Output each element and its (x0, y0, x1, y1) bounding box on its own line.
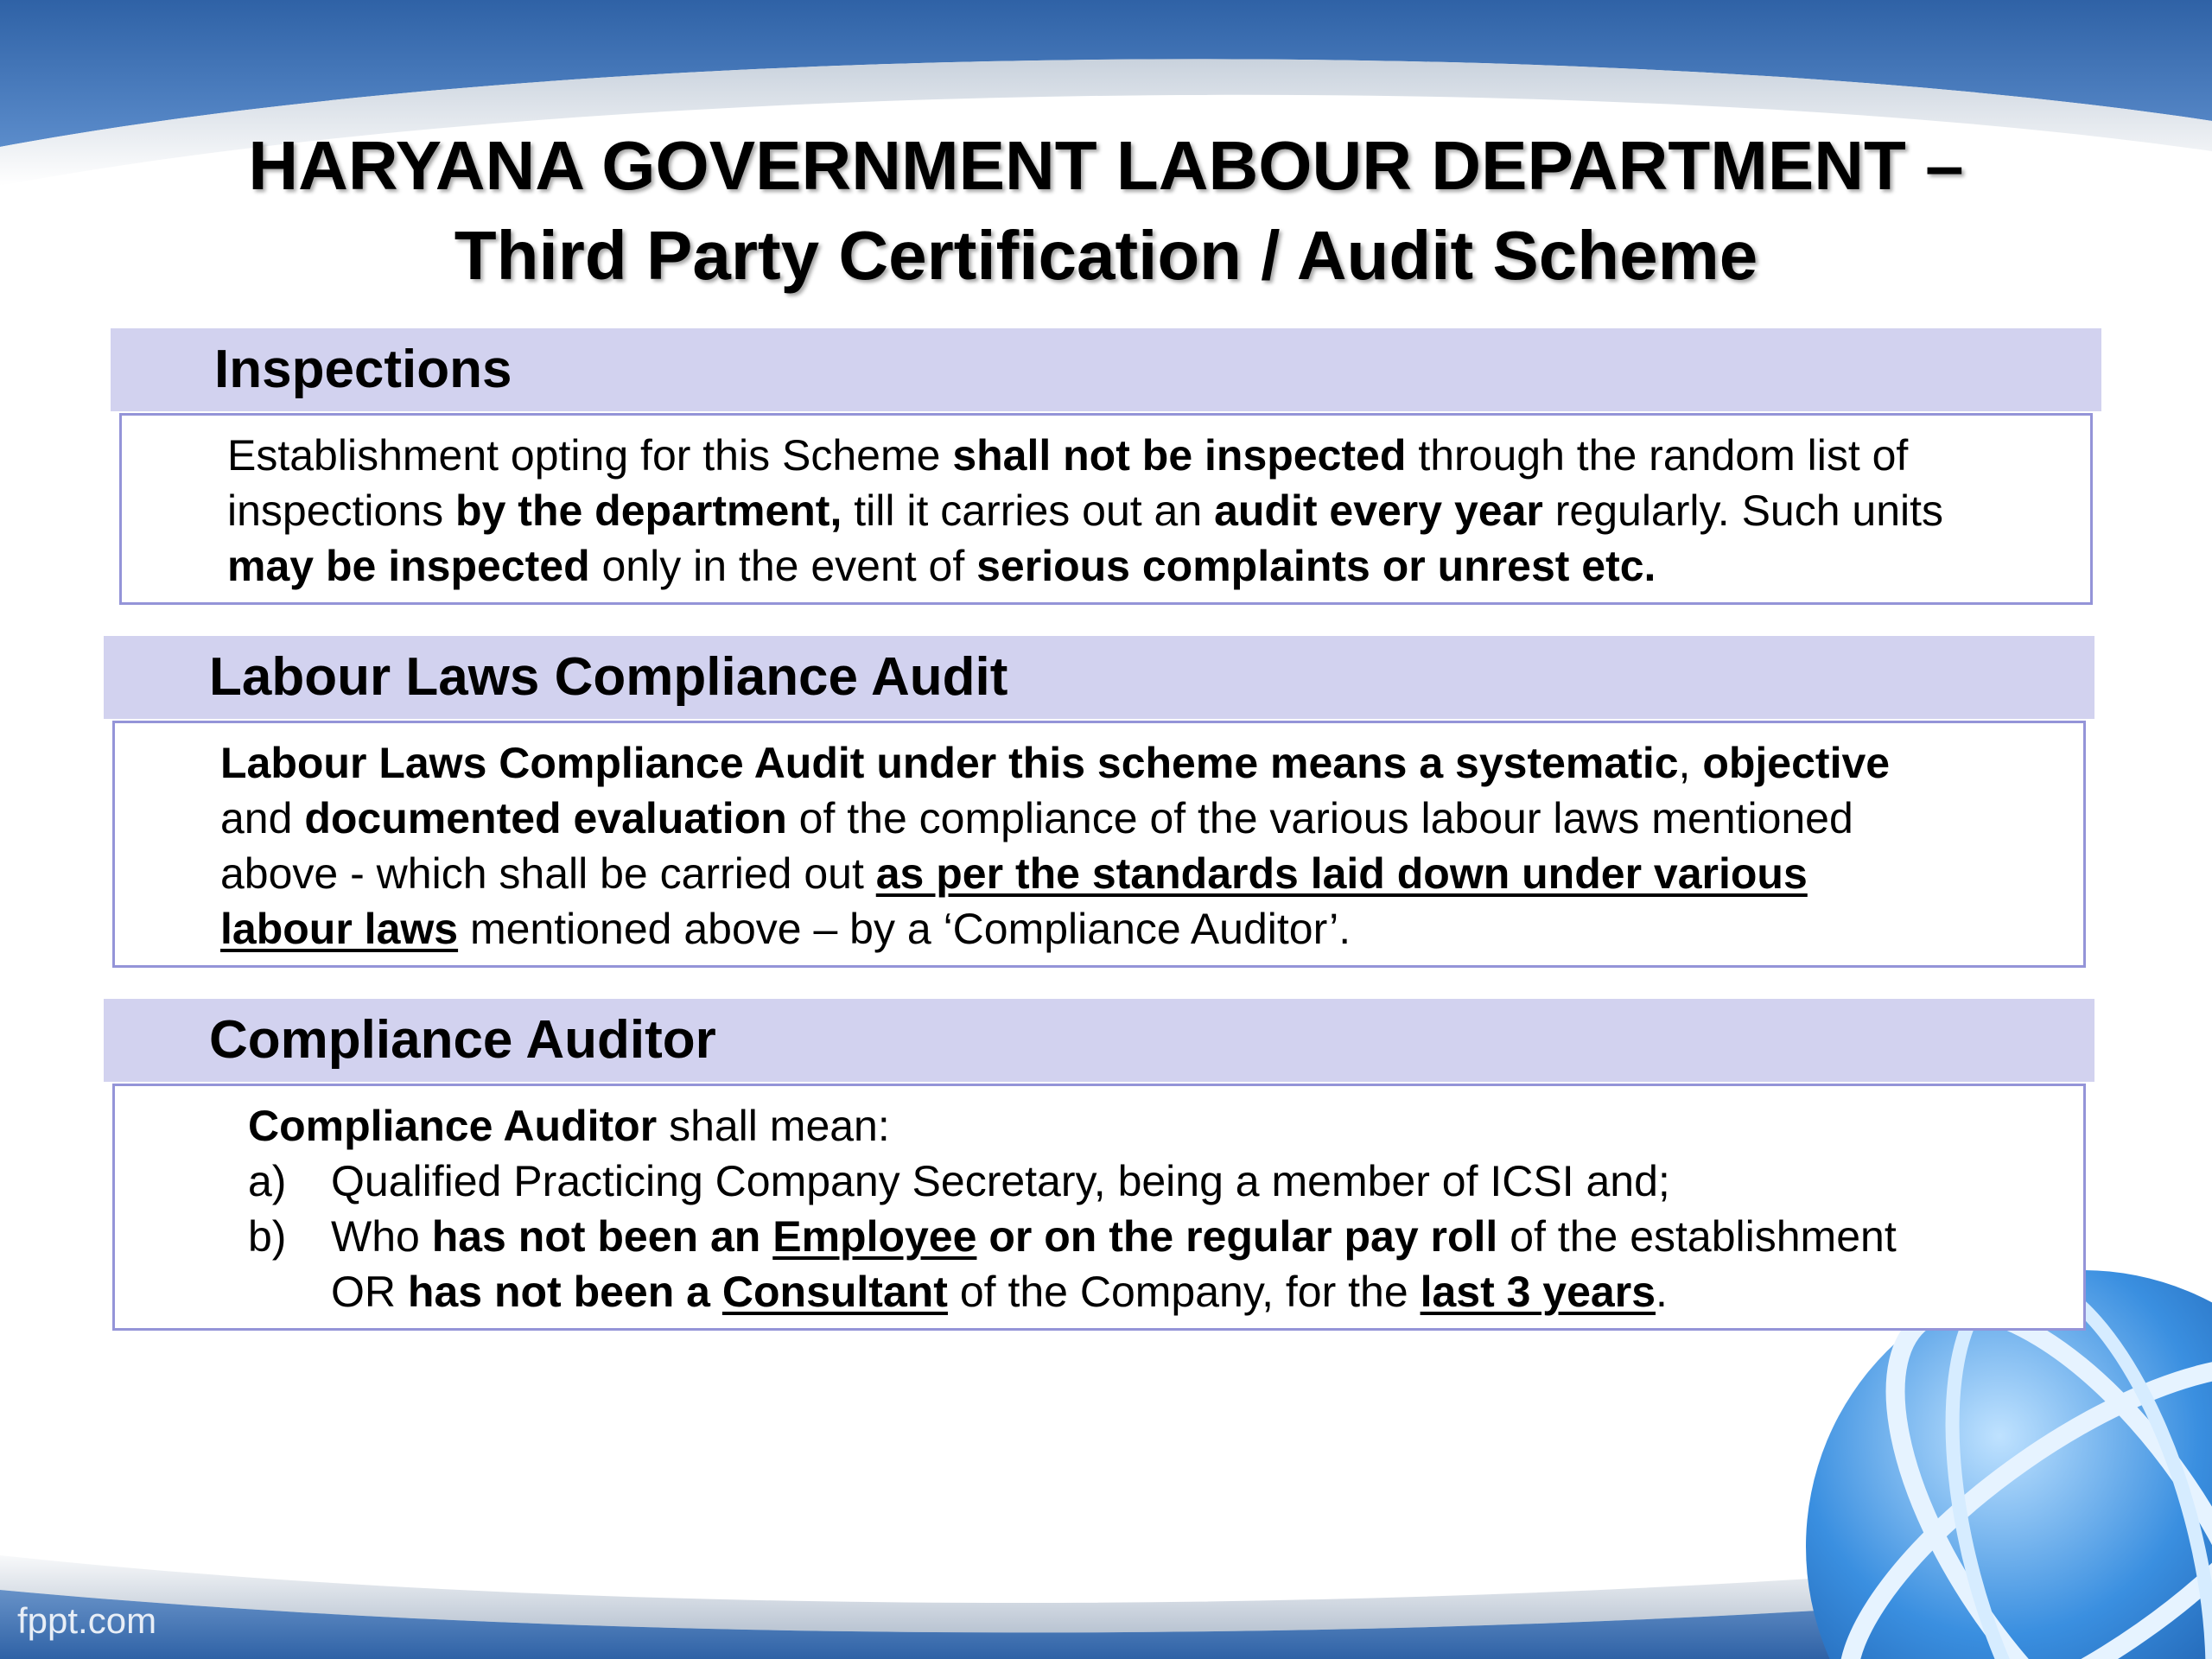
title-line-1: HARYANA GOVERNMENT LABOUR DEPARTMENT – (248, 127, 1964, 204)
text-run: regularly. Such units (1542, 486, 1944, 535)
inspections-heading: Inspections (214, 340, 512, 399)
audit-line-2 (220, 791, 1853, 846)
inspections-header (111, 328, 2101, 411)
slide-title (0, 121, 2212, 301)
audit-line-3 (220, 846, 1808, 901)
text-run-bold: objective (1702, 739, 1891, 787)
text-run-bold: has not been an (431, 1212, 773, 1261)
text-run: till it carries out an (842, 486, 1215, 535)
inspections-line-1 (227, 428, 1908, 483)
auditor-item-a-text: Qualified Practicing Company Secretary, being a member of ICSI and; (331, 1157, 1670, 1205)
audit-line-4 (220, 901, 1351, 957)
text-run: mentioned above – by a ‘Compliance Auditor’. (458, 905, 1351, 953)
auditor-item-b-line-1 (331, 1209, 1897, 1264)
text-run-bold-underlined: as per the standards laid down under various (875, 849, 1808, 898)
text-run-bold: shall not be inspected (952, 431, 1407, 480)
inspections-box (119, 413, 2093, 605)
text-run-bold: documented evaluation (304, 794, 787, 842)
text-run-bold: by the department, (455, 486, 842, 535)
inspections-line-2 (227, 483, 1943, 538)
title-line-2: Third Party Certification / Audit Scheme (454, 217, 1758, 294)
text-run-bold: serious complaints or unrest etc. (976, 542, 1656, 590)
text-run-bold-underlined: Consultant (721, 1268, 948, 1316)
auditor-item-b-marker: b) (248, 1212, 287, 1261)
auditor-header (104, 999, 2094, 1082)
text-run-bold-underlined: Employee (772, 1212, 977, 1261)
text-run-bold: Compliance Auditor (248, 1102, 658, 1150)
text-run-bold: Labour Laws Compliance Audit under this scheme means a systematic (220, 739, 1679, 787)
text-run: OR (331, 1268, 408, 1316)
text-run-bold-underlined: labour laws (220, 905, 459, 953)
text-run: shall mean: (657, 1102, 890, 1150)
text-run: through the random list of (1406, 431, 1909, 480)
text-run: of the Company, for the (947, 1268, 1421, 1316)
audit-header (104, 636, 2094, 719)
text-run: inspections (227, 486, 456, 535)
text-run: above - which shall be carried out (220, 849, 876, 898)
audit-line-1 (220, 735, 1890, 791)
text-run: only in the event of (589, 542, 977, 590)
auditor-heading: Compliance Auditor (209, 1010, 716, 1070)
text-run: Establishment opting for this Scheme (227, 431, 953, 480)
text-run: and (220, 794, 305, 842)
text-run: of the establishment (1497, 1212, 1897, 1261)
auditor-box (112, 1084, 2086, 1331)
inspections-line-3 (227, 538, 1656, 594)
footer-brand: fppt.com (17, 1600, 157, 1641)
auditor-item-a-marker: a) (248, 1157, 287, 1205)
auditor-item-b-line-2 (331, 1264, 1668, 1319)
text-run-bold: may be inspected (227, 542, 590, 590)
auditor-intro (248, 1098, 890, 1154)
audit-heading: Labour Laws Compliance Audit (209, 647, 1008, 707)
audit-box (112, 721, 2086, 968)
text-run: . (1656, 1268, 1668, 1316)
text-run-bold: has not been a (407, 1268, 722, 1316)
text-run-bold: or on the regular pay roll (976, 1212, 1498, 1261)
text-run: Who (331, 1212, 432, 1261)
text-run-bold-underlined: last 3 years (1420, 1268, 1656, 1316)
text-run-bold: audit every year (1214, 486, 1543, 535)
text-run: of the compliance of the various labour laws mentioned (786, 794, 1853, 842)
text-run: , (1678, 739, 1703, 787)
